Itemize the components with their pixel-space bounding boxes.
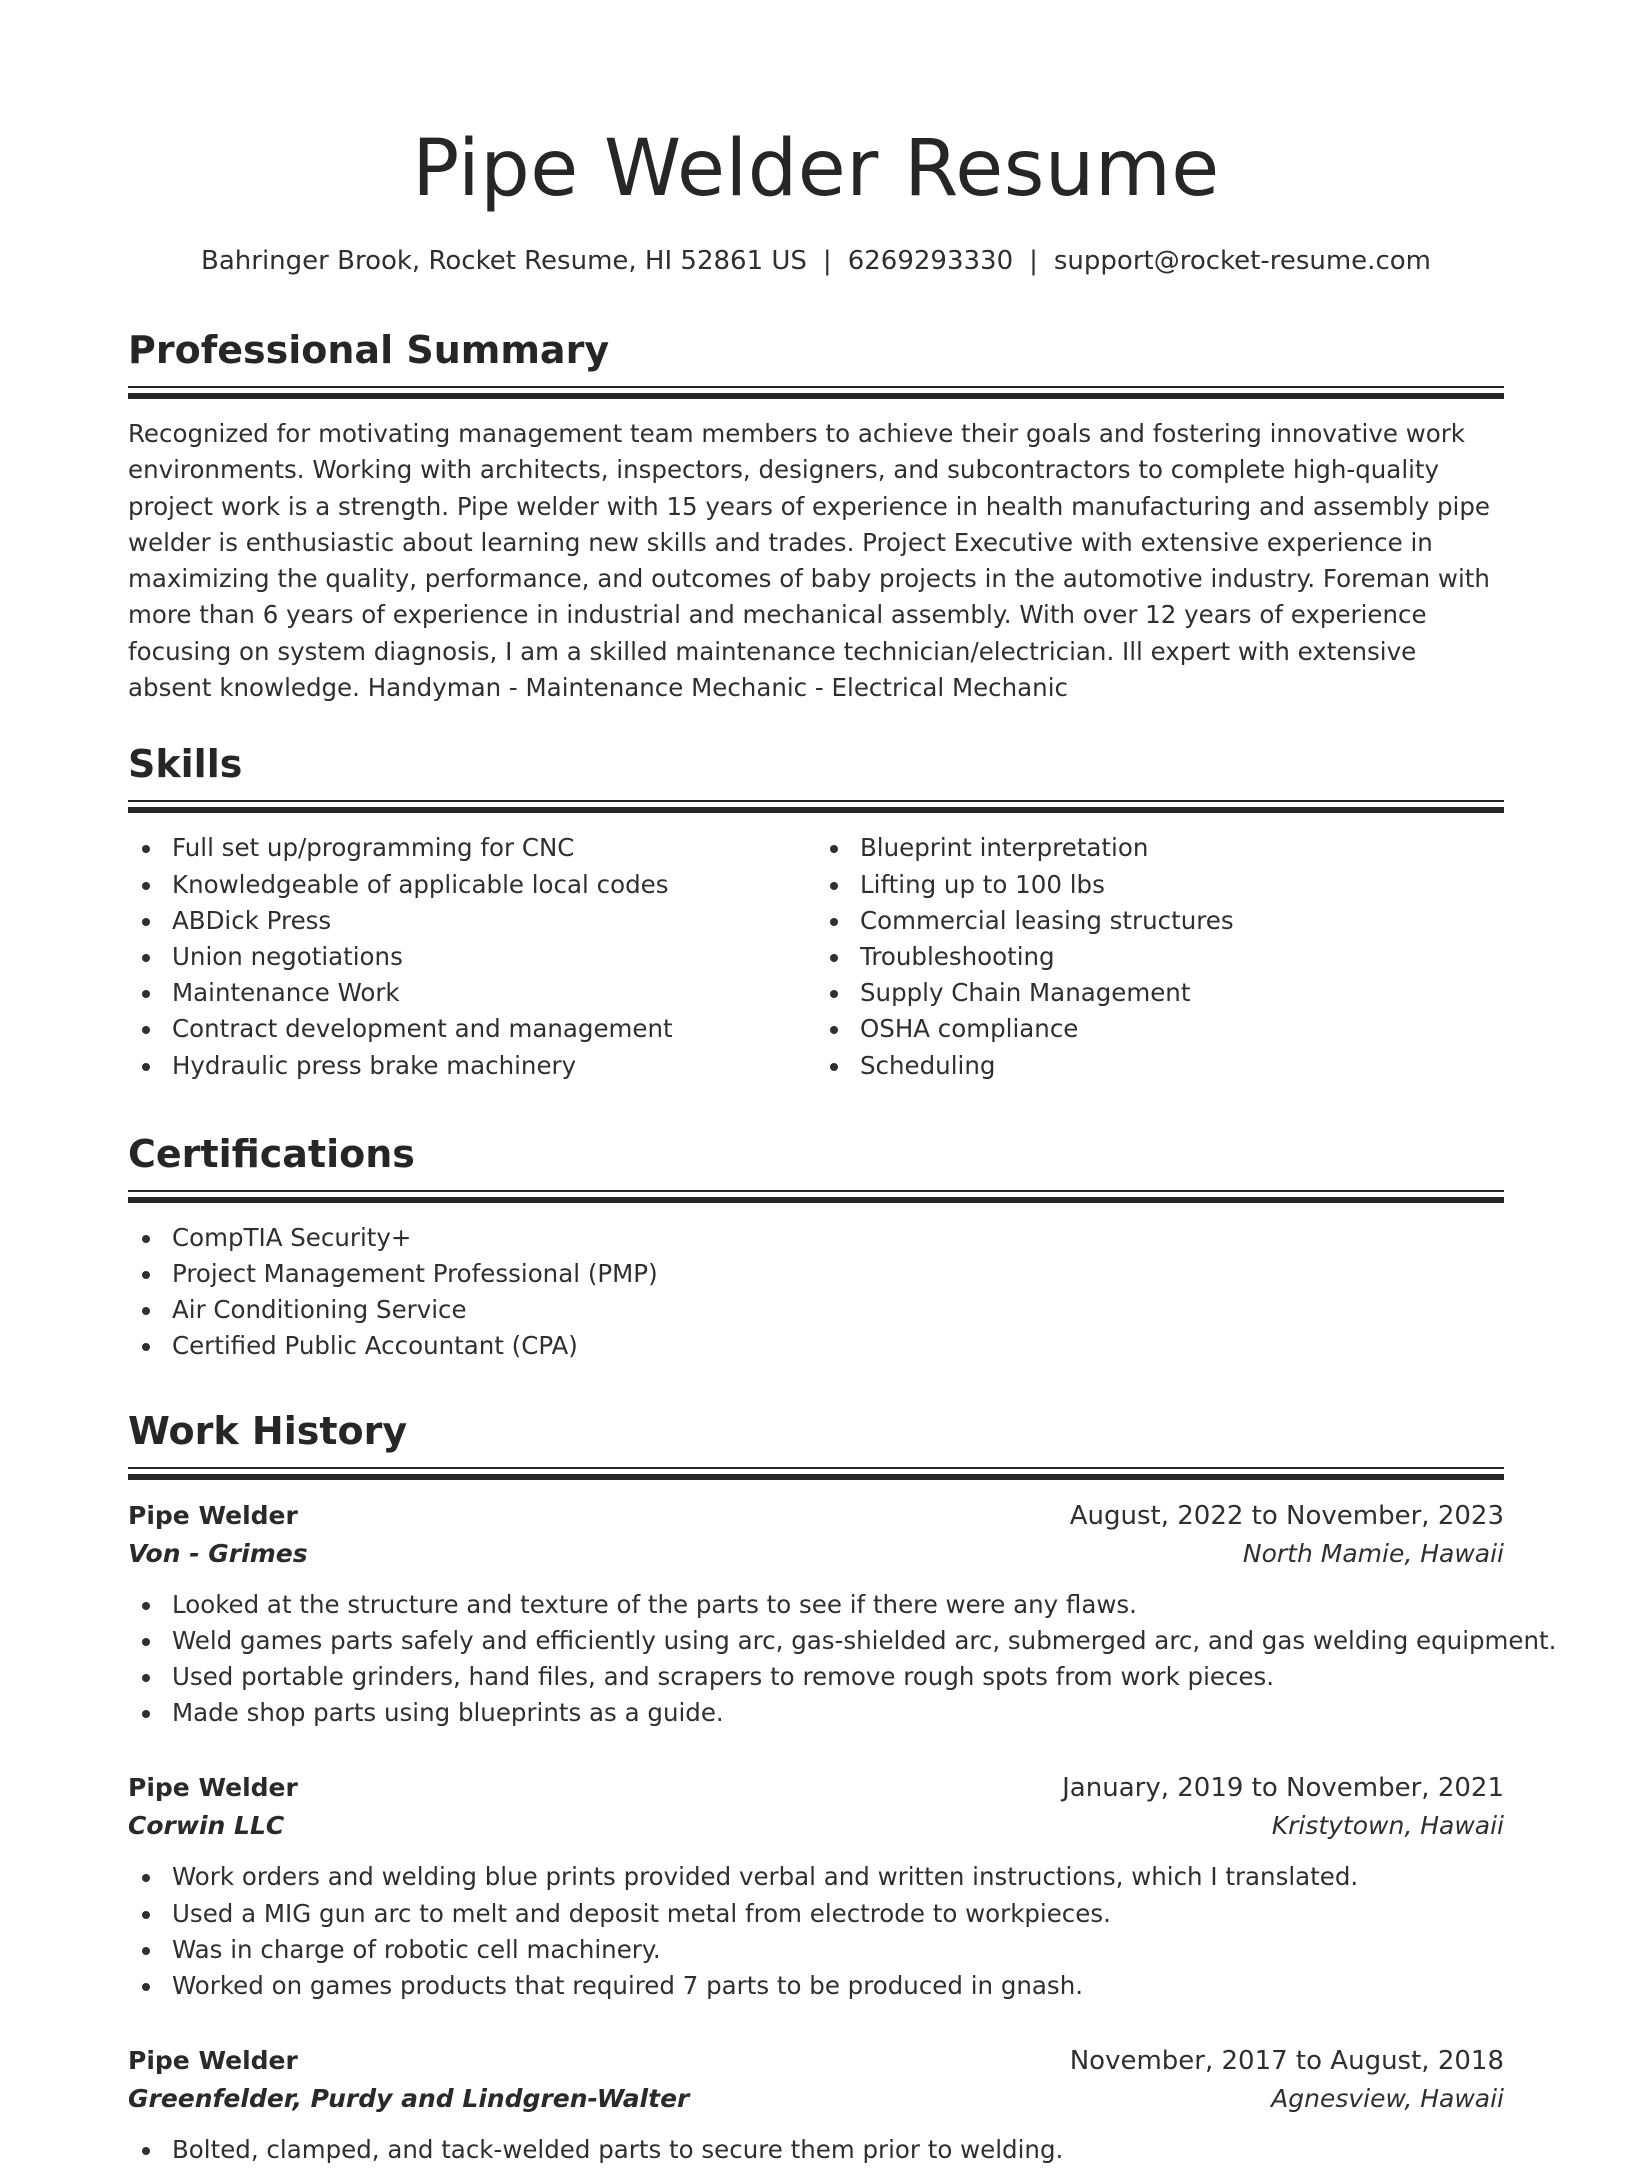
skill-item: Hydraulic press brake machinery bbox=[128, 1048, 816, 1084]
section-divider bbox=[128, 800, 1504, 812]
job-entry bbox=[128, 1769, 1504, 2004]
job-bullet: Bolted, clamped, and tack-welded parts to secure them prior to welding. bbox=[128, 2132, 1504, 2168]
certification-item: Project Management Professional (PMP) bbox=[128, 1256, 1504, 1292]
skill-item: Commercial leasing structures bbox=[816, 903, 1504, 939]
summary-section bbox=[128, 326, 1504, 706]
contact-line bbox=[128, 244, 1504, 278]
job-entry bbox=[128, 2042, 1504, 2168]
section-heading-summary: Professional Summary bbox=[128, 328, 610, 372]
skill-item: Scheduling bbox=[816, 1048, 1504, 1084]
section-divider bbox=[128, 386, 1504, 398]
skill-item: Troubleshooting bbox=[816, 939, 1504, 975]
job-header-row bbox=[128, 1769, 1504, 1807]
certifications-section bbox=[128, 1130, 1504, 1365]
contact-phone: 6269293330 bbox=[847, 246, 1014, 276]
section-divider bbox=[128, 1190, 1504, 1202]
work-history-section bbox=[128, 1407, 1557, 2168]
section-divider bbox=[128, 1467, 1504, 1479]
skills-list-left bbox=[128, 830, 816, 1083]
job-company-row bbox=[128, 1535, 1504, 1573]
job-location: Agnesview, Hawaii bbox=[1271, 2084, 1504, 2114]
certification-item: Air Conditioning Service bbox=[128, 1292, 1504, 1328]
skill-item: ABDick Press bbox=[128, 903, 816, 939]
skills-grid bbox=[128, 830, 1504, 1083]
job-bullet: Work orders and welding blue prints provided verbal and written instructions, which I translated. bbox=[128, 1859, 1504, 1895]
job-title: Pipe Welder bbox=[128, 1500, 298, 1530]
job-entry bbox=[128, 1497, 1557, 1732]
job-bullet: Was in charge of robotic cell machinery. bbox=[128, 1932, 1504, 1968]
skill-item: Contract development and management bbox=[128, 1011, 816, 1047]
job-bullet: Worked on games products that required 7 parts to be produced in gnash. bbox=[128, 1968, 1504, 2004]
resume-title: Pipe Welder Resume bbox=[412, 124, 1220, 214]
section-heading-certifications: Certifications bbox=[128, 1131, 415, 1176]
contact-address: Bahringer Brook, Rocket Resume, HI 52861 US bbox=[201, 246, 807, 276]
skills-section bbox=[128, 740, 1504, 1083]
job-title: Pipe Welder bbox=[128, 2046, 298, 2076]
job-dates: November, 2017 to August, 2018 bbox=[1069, 2046, 1504, 2077]
contact-email: support@rocket-resume.com bbox=[1053, 246, 1431, 276]
job-bullets bbox=[128, 2132, 1504, 2168]
certifications-list bbox=[128, 1220, 1504, 1365]
job-location: Kristytown, Hawaii bbox=[1271, 1811, 1504, 1841]
certification-item: Certified Public Accountant (CPA) bbox=[128, 1328, 1504, 1364]
job-title: Pipe Welder bbox=[128, 1773, 298, 1803]
summary-text: Recognized for motivating management team members to achieve their goals and fostering innovative work environments. Working with architects, inspectors, designers, and subcontractors to complete high-quality project work is a strength. Pipe welder with 15 years of experience in health manufacturing and assembly pipe welder is enthusiastic about learning new skills and trades. Project Executive with extensive experience in maximizing the quality, performance, and outcomes of baby projects in the automotive industry. Foreman with more than 6 years of experience in industrial and mechanical assembly. With over 12 years of experience focusing on system diagnosis, I am a skilled maintenance technician/electrician. Ill expert with extensive absent knowledge. Handyman - Maintenance Mechanic - Electrical Mechanic bbox=[128, 419, 1490, 703]
skills-list-right bbox=[816, 830, 1504, 1083]
job-bullets bbox=[128, 1587, 1557, 1732]
job-bullet: Used a MIG gun arc to melt and deposit metal from electrode to workpieces. bbox=[128, 1896, 1504, 1932]
job-dates: August, 2022 to November, 2023 bbox=[1069, 1500, 1504, 1531]
certification-item: CompTIA Security+ bbox=[128, 1220, 1504, 1256]
job-bullet: Weld games parts safely and efficiently using arc, gas-shielded arc, submerged arc, and gas welding equipment. bbox=[128, 1623, 1504, 1659]
job-company-row bbox=[128, 2080, 1504, 2118]
skill-item: Full set up/programming for CNC bbox=[128, 830, 816, 866]
skill-item: Union negotiations bbox=[128, 939, 816, 975]
skill-item: Maintenance Work bbox=[128, 975, 816, 1011]
skill-item: Supply Chain Management bbox=[816, 975, 1504, 1011]
section-heading-skills: Skills bbox=[128, 742, 243, 787]
job-company: Von - Grimes bbox=[128, 1538, 308, 1568]
skill-item: Knowledgeable of applicable local codes bbox=[128, 867, 816, 903]
job-company-row bbox=[128, 1807, 1504, 1845]
contact-separator: | bbox=[1029, 246, 1038, 276]
job-header-row bbox=[128, 1497, 1504, 1535]
job-bullet: Looked at the structure and texture of the parts to see if there were any flaws. bbox=[128, 1587, 1504, 1623]
contact-separator: | bbox=[822, 246, 832, 276]
job-location: North Mamie, Hawaii bbox=[1242, 1538, 1504, 1568]
job-company: Greenfelder, Purdy and Lindgren-Walter bbox=[128, 2084, 690, 2114]
skill-item: OSHA compliance bbox=[816, 1011, 1504, 1047]
skill-item: Lifting up to 100 lbs bbox=[816, 867, 1504, 903]
job-dates: January, 2019 to November, 2021 bbox=[1062, 1773, 1504, 1804]
job-bullet: Used portable grinders, hand files, and scrapers to remove rough spots from work pieces. bbox=[128, 1659, 1504, 1695]
section-heading-work-history: Work History bbox=[128, 1408, 408, 1453]
job-bullets bbox=[128, 1859, 1504, 2004]
job-header-row bbox=[128, 2042, 1504, 2080]
job-bullet: Made shop parts using blueprints as a guide. bbox=[128, 1695, 1504, 1731]
skill-item: Blueprint interpretation bbox=[816, 830, 1504, 866]
job-company: Corwin LLC bbox=[128, 1811, 285, 1841]
